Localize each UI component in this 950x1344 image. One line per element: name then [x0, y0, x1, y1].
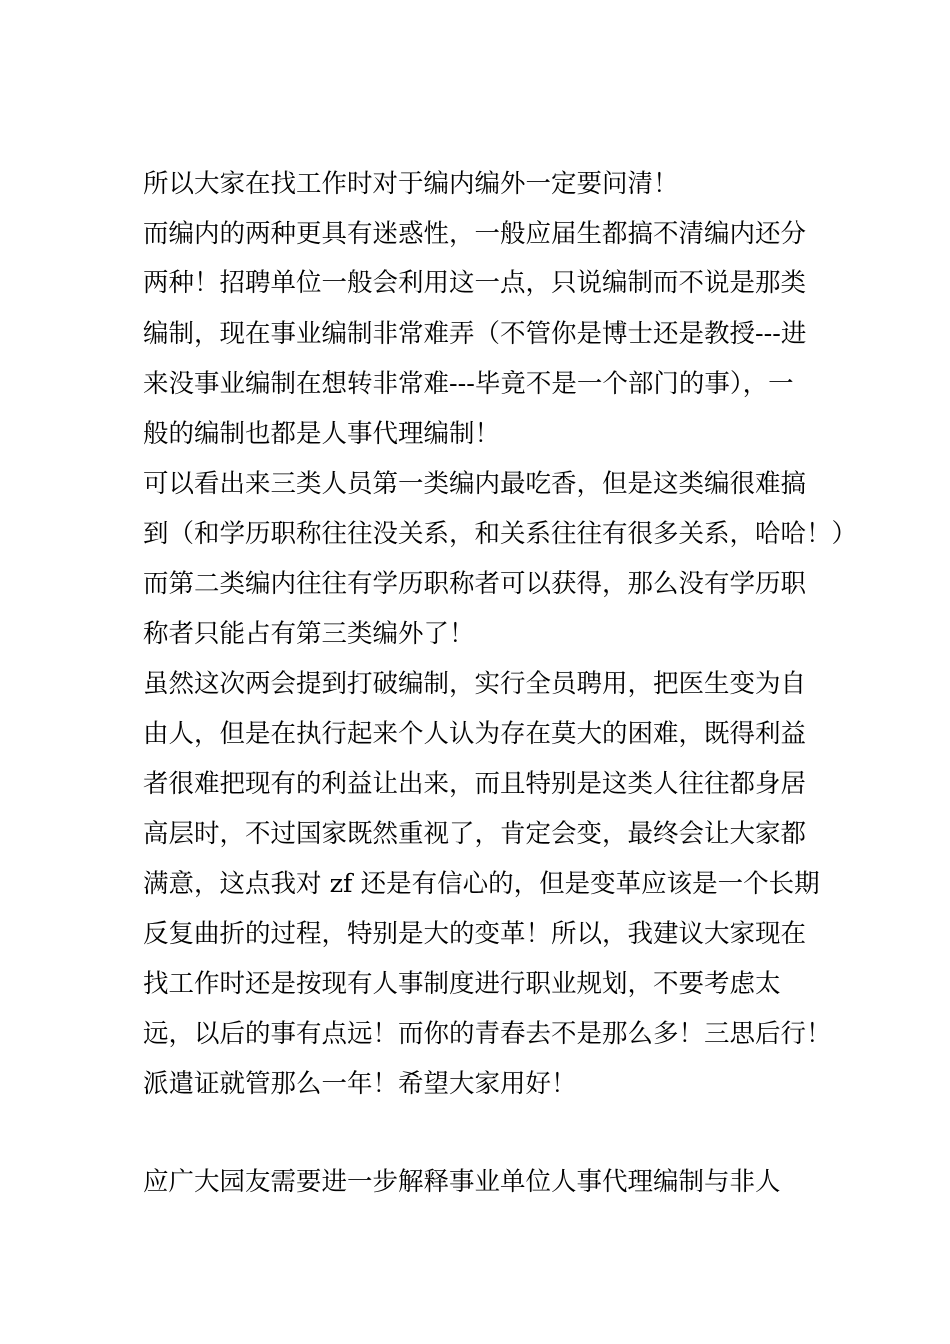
text-line-1: 所以大家在找工作时对于编内编外一定要问清！ [143, 169, 679, 199]
text-line-14: 高层时，不过国家既然重视了，肯定会变，最终会让大家都 [143, 819, 807, 849]
text-line-18: 远，以后的事有点远！而你的青春去不是那么多！三思后行！ [143, 1019, 832, 1049]
text-line-2: 而编内的两种更具有迷惑性，一般应届生都搞不清编内还分 [143, 219, 807, 249]
text-line-9: 而第二类编内往往有学历职称者可以获得，那么没有学历职 [143, 569, 807, 599]
text-line-16: 反复曲折的过程，特别是大的变革！所以，我建议大家现在 [143, 919, 807, 949]
text-line-11: 虽然这次两会提到打破编制，实行全员聘用，把医生变为自 [143, 669, 807, 699]
text-line-17: 找工作时还是按现有人事制度进行职业规划，不要考虑太 [143, 969, 781, 999]
text-line-5: 来没事业编制在想转非常难---毕竟不是一个部门的事），一 [143, 369, 794, 399]
text-line-7: 可以看出来三类人员第一类编内最吃香，但是这类编很难搞 [143, 469, 807, 499]
text-line-10: 称者只能占有第三类编外了！ [143, 619, 475, 649]
text-line-8: 到（和学历职称往往没关系，和关系往往有很多关系，哈哈！） [143, 519, 858, 549]
text-line-6: 般的编制也都是人事代理编制！ [143, 419, 501, 449]
text-line-13: 者很难把现有的利益让出来，而且特别是这类人往往都身居 [143, 769, 807, 799]
text-line-3: 两种！招聘单位一般会利用这一点，只说编制而不说是那类 [143, 268, 807, 298]
text-line-4: 编制，现在事业编制非常难弄（不管你是博士还是教授---进 [143, 319, 807, 349]
text-line-12: 由人，但是在执行起来个人认为存在莫大的困难，既得利益 [143, 719, 807, 749]
text-line-19: 派遣证就管那么一年！希望大家用好！ [143, 1069, 577, 1099]
text-line-20: 应广大园友需要进一步解释事业单位人事代理编制与非人 [143, 1167, 781, 1197]
text-line-15: 满意，这点我对 zf 还是有信心的，但是变革应该是一个长期 [143, 869, 820, 899]
